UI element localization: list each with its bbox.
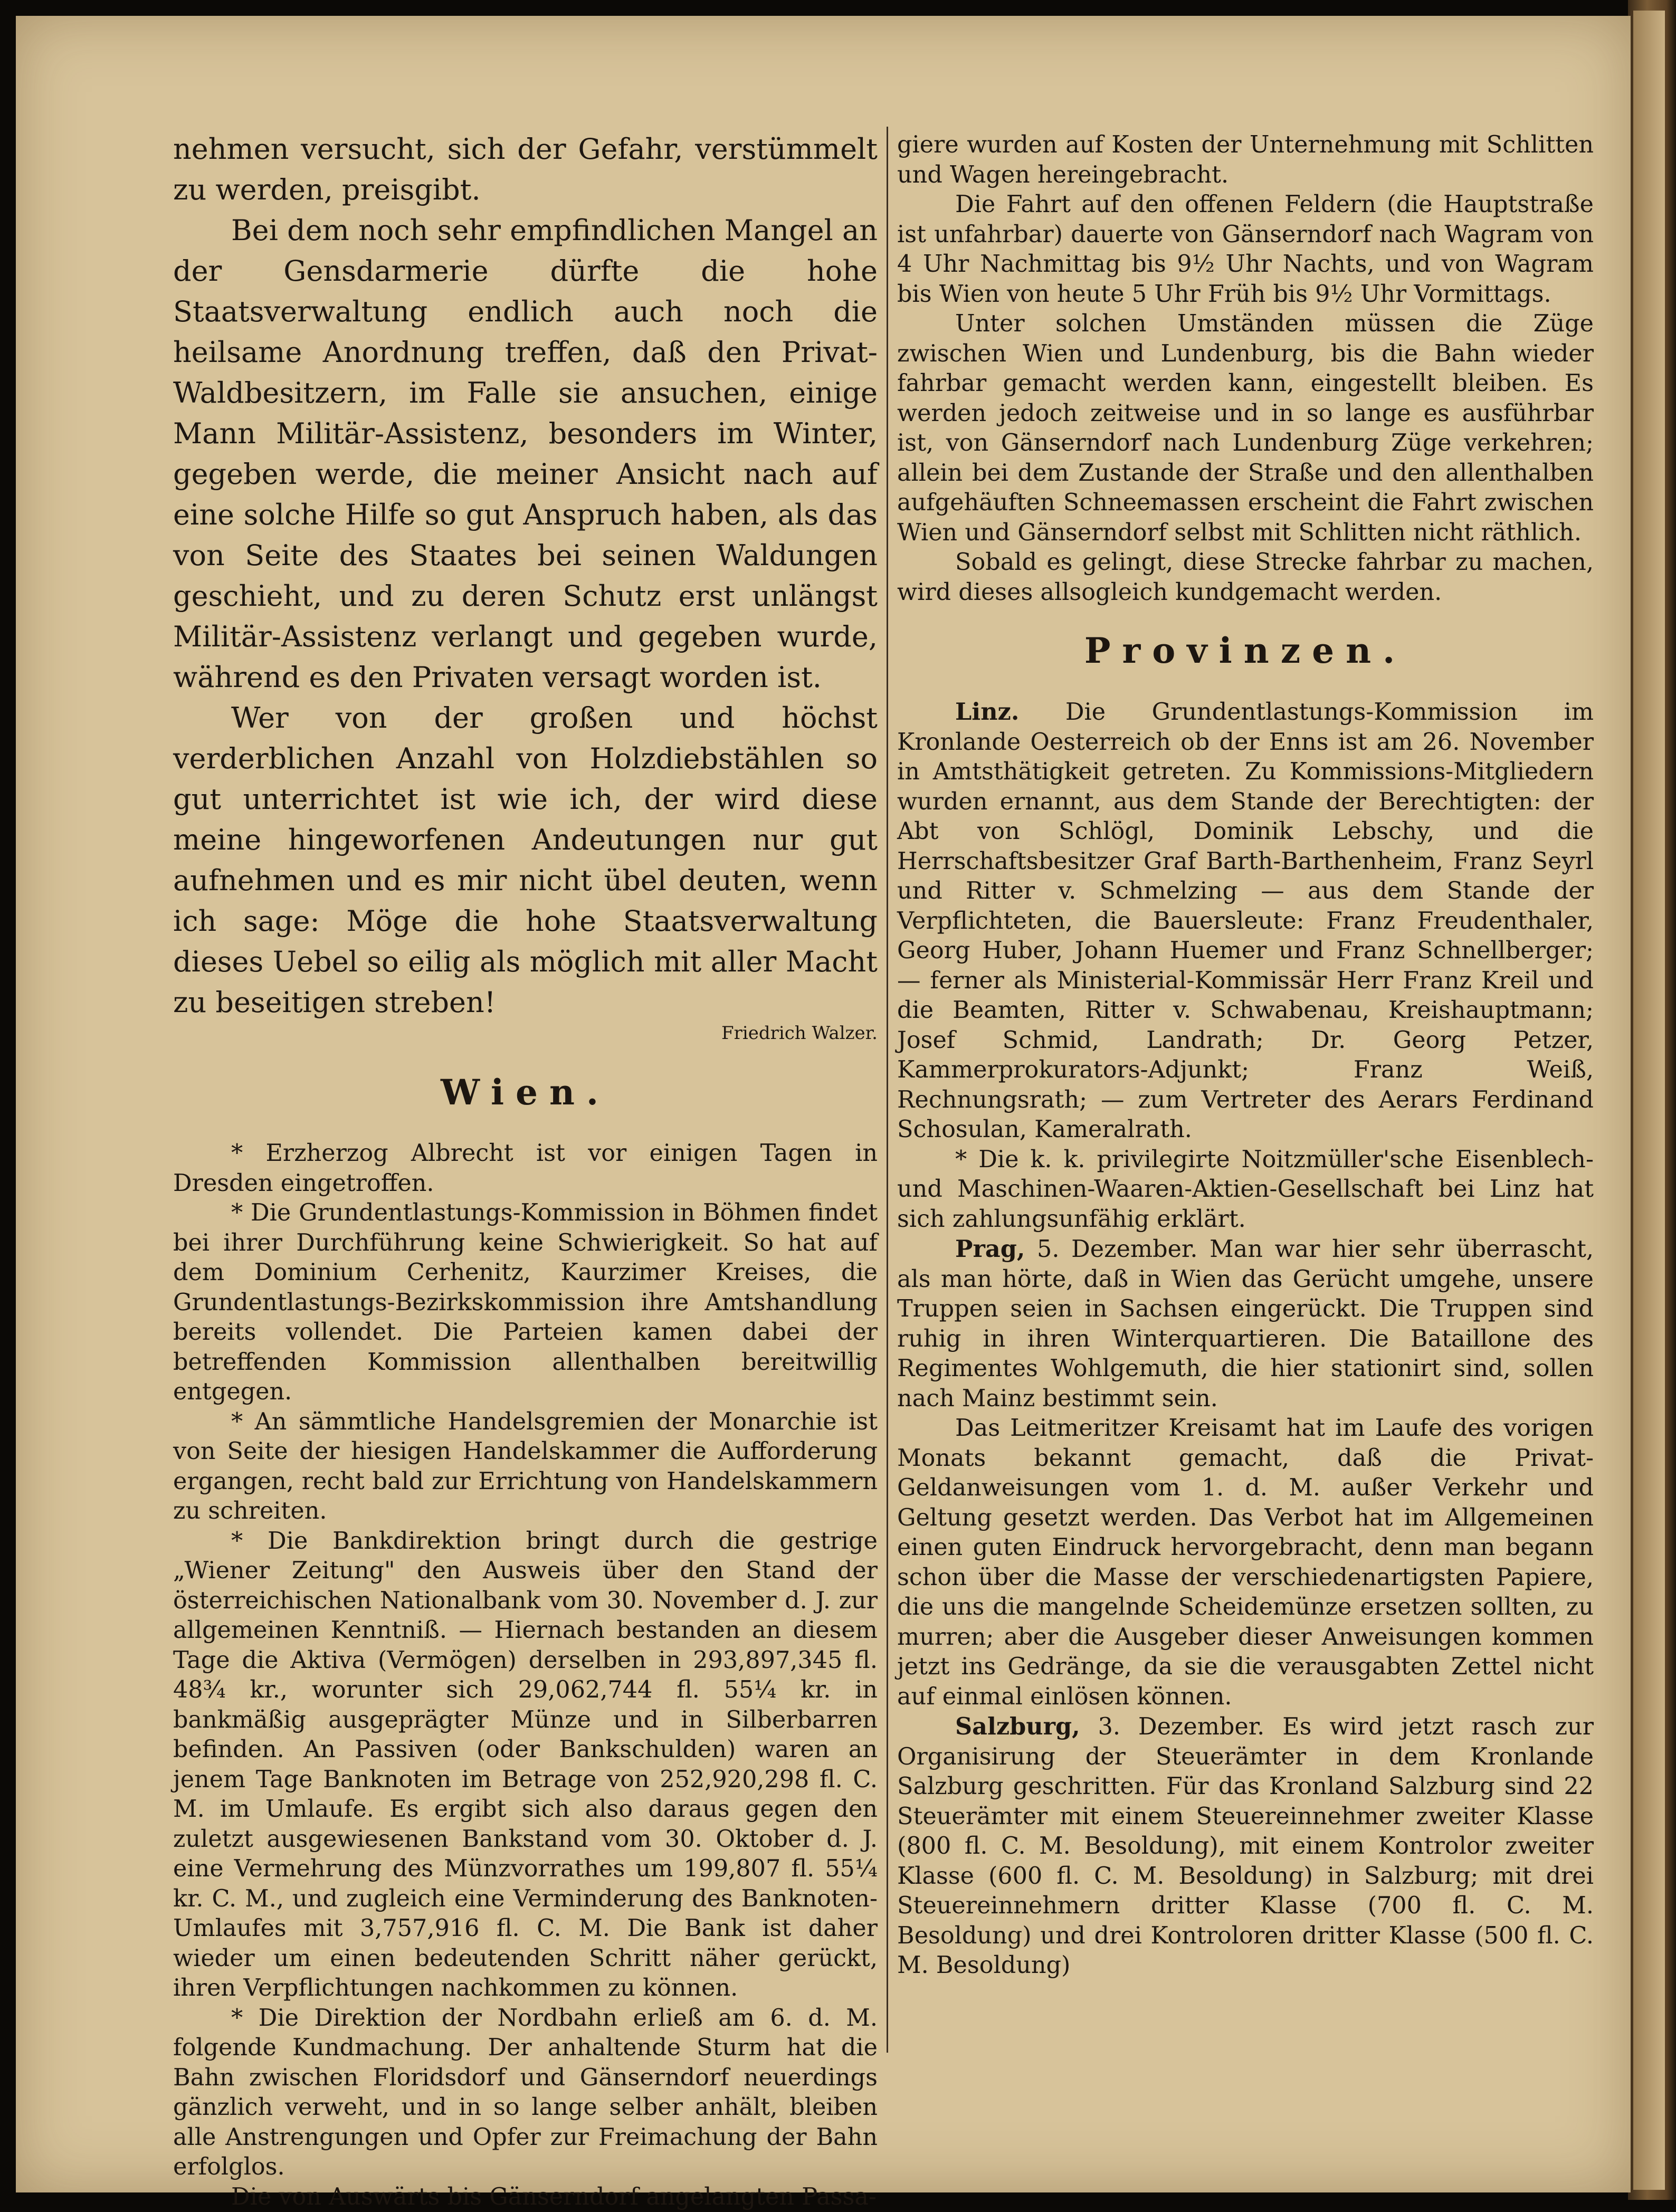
news-item: * Die Direktion der Nordbahn erließ am 6. d. M. folgende Kundmachung. Der anhaltende Sturm hat die Bahn zwischen Floridsdorf und Gänserndorf neuerdings gänzlich verweht, und in so lange selber anhält, bleiben alle Anstrengungen und Opfer zur Freimachung der Bahn erfolglos. [173,2004,878,2182]
linz-text: Die Grundentlastungs-Kommission im Kronlande Oesterreich ob der Enns ist am 26. November in Amtsthätigkeit getreten. Zu Kommissions-Mitgliedern wurden ernannt, aus dem Stande der Berechtigten: der Abt von Schlögl, Dominik Lebschy, und die Herrschaftsbesitzer Graf Barth-Barthenheim, Franz Seyrl und Ritter v. Schmelzing — aus dem Stande der Verpflichteten, die Bauersleute: Franz Freudenthaler, Georg Huber, Johann Huemer und Franz Schnellberger; — ferner als Ministerial-Kommissär Herr Franz Kreil und die Beamten, Ritter v. Schwabenau, Kreishauptmann; Josef Schmid, Landrath; Dr. Georg Petzer, Kammerprokurators-Adjunkt; Franz Weiß, Rechnungsrath; — zum Vertreter des Aerars Ferdinand Schosulan, Kameralrath. [897,699,1594,1143]
prag-text: 5. Dezember. Man war hier sehr überrascht, als man hörte, daß in Wien das Gerücht umgehe, unsere Truppen seien in Sachsen eingerückt. Die Truppen sind ruhig in ihren Winterquartieren. Die Bataillone des Regimentes Wohlgemuth, die hier stationirt sind, sollen nach Mainz bestimmt sein. [897,1236,1594,1412]
linz-report [897,697,1594,1145]
author-signature: Friedrich Walzer. [173,1017,878,1049]
continued-paragraph: Unter solchen Umständen müssen die Züge zwischen Wien und Lundenburg, bis die Bahn wieder fahrbar gemacht werden kann, eingestellt bleiben. Es werden jedoch zeitweise und in so lange es ausführbar ist, von Gänserndorf nach Lundenburg Züge verkehren; allein bei dem Zustande der Straße und den allenthalben aufgehäuften Schneemassen erscheint die Fahrt zwischen Wien und Gänserndorf selbst mit Schlitten nicht räthlich. [897,309,1594,548]
place-linz: Linz. [955,698,1019,726]
essay-paragraph: Wer von der großen und höchst verderblichen Anzahl von Holzdiebstählen so gut unterrichtet ist wie ich, der wird diese meine hingeworfenen Andeutungen nur gut aufnehmen und es mir nicht übel deuten, wenn ich sage: Möge die hohe Staatsverwaltung dieses Uebel so eilig als möglich mit aller Macht zu beseitigen streben! [173,698,878,1023]
salzburg-report [897,1712,1594,1981]
prag-report [897,1234,1594,1414]
salzburg-text: 3. Dezember. Es wird jetzt rasch zur Organisirung der Steuerämter in dem Kronlande Salzburg geschritten. Für das Kronland Salzburg sind 22 Steuerämter mit einem Steuereinnehmer zweiter Klasse (800 fl. C. M. Besoldung), mit einem Kontrolor zweiter Klasse (600 fl. C. M. Besoldung) in Salzburg; mit drei Steuereinnehmern dritter Klasse (700 fl. C. M. Besoldung) und drei Kontroloren dritter Klasse (500 fl. C. M. Besoldung) [897,1713,1594,1979]
column-rule [887,127,888,2053]
place-prag: Prag, [955,1235,1025,1263]
essay-paragraph: Bei dem noch sehr empfindlichen Mangel an der Gensdarmerie dürfte die hohe Staatsverwaltung endlich auch noch die heilsame Anordnung treffen, daß den Privat-Waldbesitzern, im Falle sie ansuchen, einige Mann Militär-Assistenz, besonders im Winter, gegeben werde, die meiner Ansicht nach auf eine solche Hilfe so gut Anspruch haben, als das von Seite des Staates bei seinen Waldungen geschieht, und zu deren Schutz erst unlängst Militär-Assistenz verlangt und gegeben wurde, während es den Privaten versagt worden ist. [173,210,878,698]
place-salzburg: Salzburg, [955,1713,1080,1740]
news-item: Die von Auswärts bis Gänserndorf angelangten Passa- [173,2182,878,2212]
linz-note: * Die k. k. privilegirte Noitzmüller'sche Eisenblech- und Maschinen-Waaren-Aktien-Gesellschaft bei Linz hat sich zahlungsunfähig erklärt. [897,1145,1594,1235]
right-column [897,130,1594,1981]
continued-paragraph: giere wurden auf Kosten der Unternehmung mit Schlitten und Wagen hereingebracht. [897,130,1594,190]
continued-paragraph: Sobald es gelingt, diese Strecke fahrbar zu machen, wird dieses allsogleich kundgemacht werden. [897,548,1594,607]
next-page-edge [1633,11,1665,2190]
news-item: * An sämmtliche Handelsgremien der Monarchie ist von Seite der hiesigen Handelskammer die Aufforderung ergangen, recht bald zur Errichtung von Handelskammern zu schreiten. [173,1407,878,1527]
section-title-provinzen: Provinzen. [897,624,1594,677]
prag-report-continued: Das Leitmeritzer Kreisamt hat im Laufe des vorigen Monats bekannt gemacht, daß die Privat-Geldanweisungen vom 1. d. M. außer Verkehr und Geltung gesetzt werden. Das Verbot hat im Allgemeinen einen guten Eindruck hervorgebracht, denn man begann schon über die Masse der verschiedenartigsten Papiere, die uns die mangelnde Scheidemünze ersetzen sollten, zu murren; aber die Ausgeber dieser Anweisungen kommen jetzt ins Gedränge, da sie die verausgabten Zettel nicht auf einmal einlösen können. [897,1414,1594,1712]
news-item: * Erzherzog Albrecht ist vor einigen Tagen in Dresden eingetroffen. [173,1139,878,1198]
continued-paragraph: Die Fahrt auf den offenen Feldern (die Hauptstraße ist unfahrbar) dauerte von Gänserndorf nach Wagram von 4 Uhr Nachmittag bis 9½ Uhr Nachts, und von Wagram bis Wien von heute 5 Uhr Früh bis 9½ Uhr Vormittags. [897,190,1594,309]
news-item: * Die Bankdirektion bringt durch die gestrige „Wiener Zeitung" den Ausweis über den Stand der österreichischen Nationalbank vom 30. November d. J. zur allgemeinen Kenntniß. — Hiernach bestanden an diesem Tage die Aktiva (Vermögen) derselben in 293,897,345 fl. 48¾ kr., worunter sich 29,062,744 fl. 55¼ kr. in bankmäßig ausgeprägter Münze und in Silberbarren befinden. An Passiven (oder Bankschulden) waren an jenem Tage Banknoten im Betrage von 252,920,298 fl. C. M. im Umlaufe. Es ergibt sich also daraus gegen den zuletzt ausgewiesenen Bankstand vom 30. Oktober d. J. eine Vermehrung des Münzvorrathes um 199,807 fl. 55¼ kr. C. M., und zugleich eine Verminderung des Banknoten-Umlaufes mit 3,757,916 fl. C. M. Die Bank ist daher wieder um einen bedeutenden Schritt näher gerückt, ihren Verpflichtungen nachkommen zu können. [173,1527,878,2004]
essay-paragraph: nehmen versucht, sich der Gefahr, verstümmelt zu werden, preisgibt. [173,129,878,210]
section-title-wien: Wien. [173,1066,878,1119]
left-column [173,129,878,2212]
news-item: * Die Grundentlastungs-Kommission in Böhmen findet bei ihrer Durchführung keine Schwierigkeit. So hat auf dem Dominium Cerhenitz, Kaurzimer Kreises, die Grundentlastungs-Bezirkskommission ihre Amtshandlung bereits vollendet. Die Parteien kamen dabei der betreffenden Kommission allenthalben bereitwillig entgegen. [173,1198,878,1407]
